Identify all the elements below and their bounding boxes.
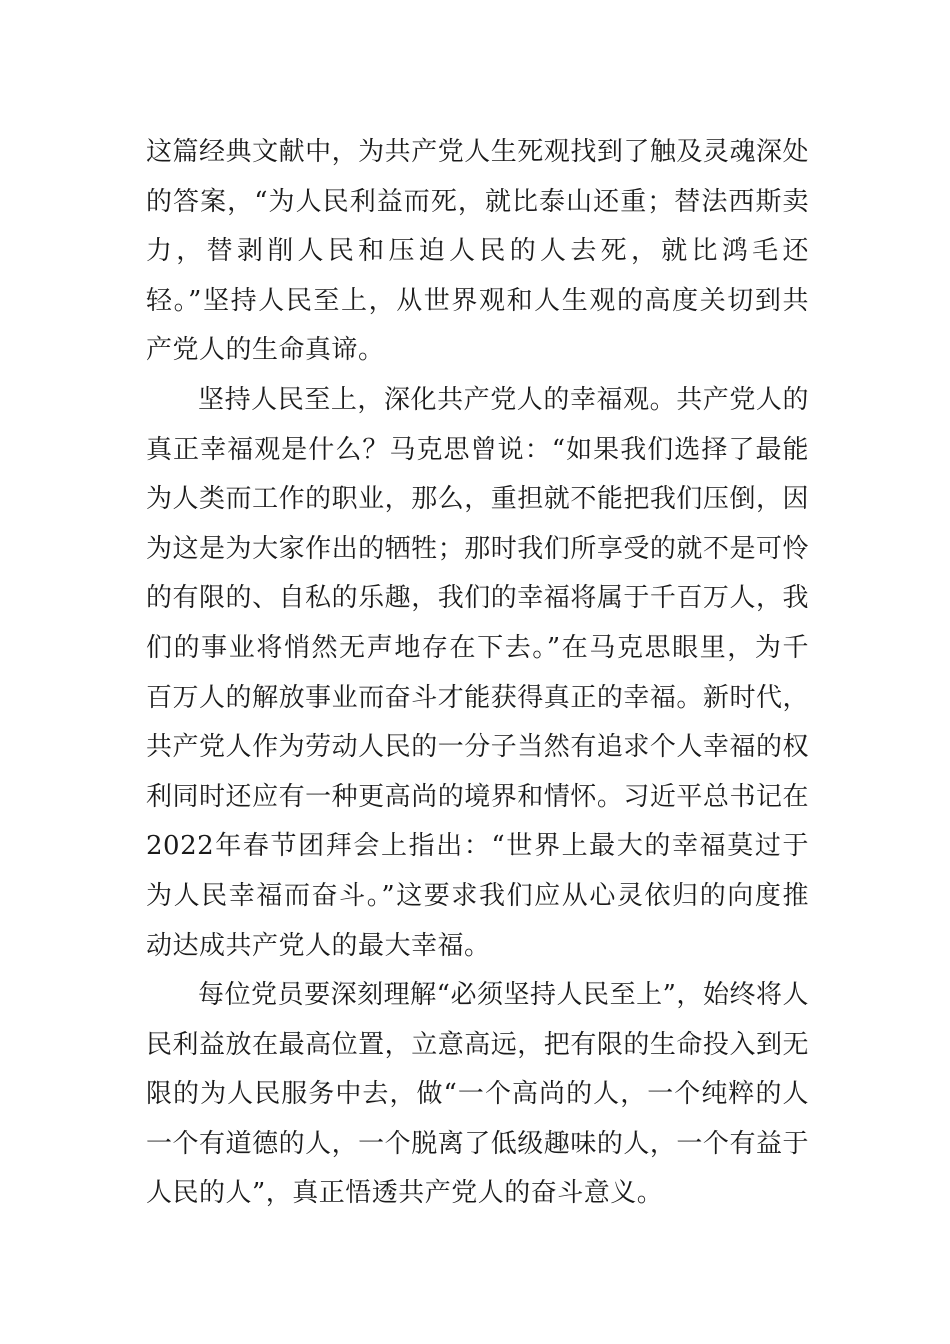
paragraph-1: 这篇经典文献中，为共产党人生死观找到了触及灵魂深处的答案，“为人民利益而死，就比泰山还重；替法西斯卖力，替剥削人民和压迫人民的人去死，就比鸿毛还轻。”坚持人民至上，从世界观和人生观的高度关切到共产党人的生命真谛。 bbox=[146, 137, 809, 366]
paragraph-2: 坚持人民至上，深化共产党人的幸福观。共产党人的真正幸福观是什么？马克思曾说：“如果我们选择了最能为人类而工作的职业，那么，重担就不能把我们压倒，因为这是为大家作出的牺牲；那时我们所享受的就不是可怜的有限的、自私的乐趣，我们的幸福将属于千百万人，我们的事业将悄然无声地存在下去。”在马克思眼里，为千百万人的解放事业而奋斗才能获得真正的幸福。新时代，共产党人作为劳动人民的一分子当然有追求个人幸福的权利同时还应有一种更高尚的境界和情怀。习近平总书记在2022年春节团拜会上指出：“世界上最大的幸福莫过于为人民幸福而奋斗。”这要求我们应从心灵依归的向度推动达成共产党人的最大幸福。 bbox=[146, 384, 809, 961]
document-body bbox=[146, 128, 809, 1219]
paragraph-3: 每位党员要深刻理解“必须坚持人民至上”，始终将人民利益放在最高位置，立意高远，把有限的生命投入到无限的为人民服务中去，做“一个高尚的人，一个纯粹的人一个有道德的人，一个脱离了低级趣味的人，一个有益于人民的人”，真正悟透共产党人的奋斗意义。 bbox=[146, 980, 809, 1209]
